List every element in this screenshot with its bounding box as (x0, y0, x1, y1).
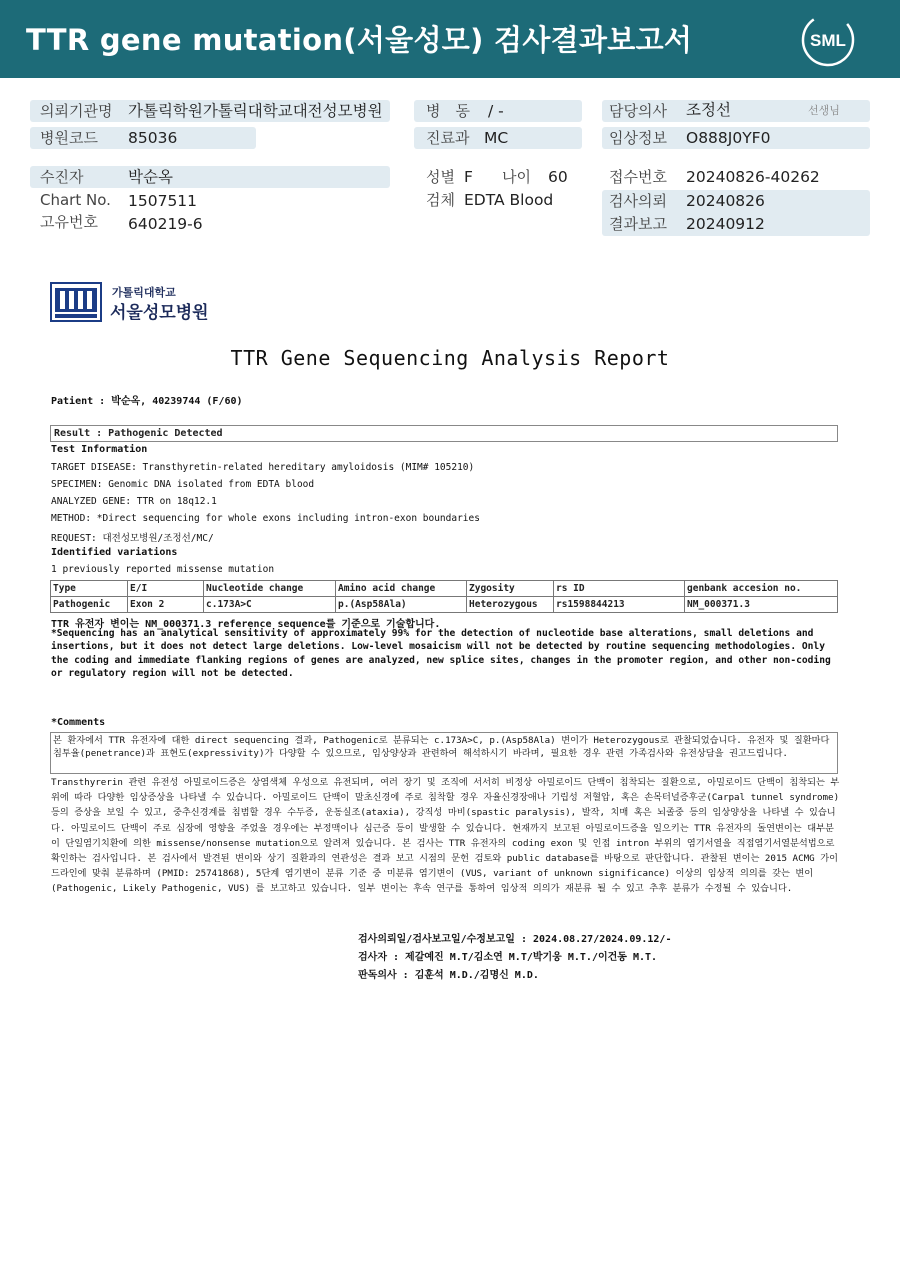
ward-value: / - (488, 102, 504, 120)
dept-value: MC (484, 129, 509, 147)
test-info-heading: Test Information (51, 444, 148, 455)
request-value: 20240826 (686, 192, 765, 210)
result-date-label: 결과보고 (609, 215, 667, 233)
table-cell: rs1598844213 (554, 597, 685, 613)
sensitivity-note: *Sequencing has an analytical sensitivity of approximately 99% for the detection of nucleotide base alterations, small deletions and insertions, but it does not detect large deletions. Low-level mosaicism will not be detected by routine sequencing methodologies. Only the coding and immediate flanking regions of genes are analyzed, new splice sites, changes in the promoter region, and other non-coding or regulatory region will not be detected. (51, 628, 831, 679)
comment-box: 본 환자에서 TTR 유전자에 대한 direct sequencing 결과, Pathogenic로 분류되는 c.173A>C, p.(Asp58Ala) 변이가 Heterozygous로 관찰되었습니다. 유전자 및 질환마다 침투율(penetrance)과 표현도(expressivity)가 다양할 수 있으므로, 임상양상과 관련하여 해석하시기 바라며, 필요한 경우 관련 가족검사와 유전상담을 권고드립니다. (50, 732, 838, 774)
institution-value: 가톨릭학원가톨릭대학교대전성모병원 (128, 102, 383, 120)
hospital-emblem-icon (50, 282, 102, 322)
ward-label: 병 동 (426, 102, 470, 120)
chart-value: 1507511 (128, 192, 198, 210)
identified-heading: Identified variations (51, 547, 178, 558)
table-cell: NM_000371.3 (685, 597, 838, 613)
table-header-row (51, 581, 838, 597)
doctor-suffix: 선생님 (808, 104, 840, 117)
patient-value: 박순옥 (128, 168, 173, 186)
dates-line: 검사의뢰일/검사보고일/수정보고일 : 2024.08.27/2024.09.12/- (358, 934, 672, 945)
clinical-value: O888J0YF0 (686, 129, 771, 147)
table-cell: p.(Asp58Ala) (336, 597, 467, 613)
target-disease: TARGET DISEASE: Transthyretin-related hereditary amyloidosis (MIM# 105210) (51, 462, 475, 473)
table-header-cell: E/I (128, 581, 204, 597)
reader-line: 판독의사 : 김훈석 M.D./김명신 M.D. (358, 970, 539, 981)
examiner-line: 검사자 : 제갈예진 M.T/김소연 M.T/박기웅 M.T./이건동 M.T. (358, 952, 658, 963)
table-header-cell: rs ID (554, 581, 685, 597)
result-box: Result : Pathogenic Detected (50, 425, 838, 442)
body-paragraph: Transthyrerin 관련 유전성 아밀로이드증은 상염색체 우성으로 유전되며, 여러 장기 및 조직에 서서히 비정상 아밀로이드 단백이 침착되는 질환으로, 아밀로이드 단백이 침착되는 부위에 따라 다양한 임상증상을 나타낼 수 있습니다. 아밀로이드 단백이 말초신경에 주로 침착할 경우 자율신경장애나 기립성 저혈압, 혹은 손목터널증후군(Carpal tunnel syndrome) 등의 증상을 보일 수 있고, 중추신경계를 침범할 경우 수두증, 운동실조(ataxia), 강직성 마비(spastic paralysis), 발작, 치매 혹은 뇌졸중 등의 임상양상을 나타낼 수 있습니다. 아밀로이드 단백이 주로 심장에 영향을 주었을 경우에는 부정맥이나 심근증 등이 발생할 수 있습니다. 현재까지 보고된 아밀로이드증을 일으키는 TTR 유전자의 돌연변이는 대부분이 단일염기치환에 의한 missense/nonsense mutation으로 알려져 있습니다. 본 검사는 TTR 유전자의 coding exon 및 인접 intron 부위의 염기서열을 직접염기서열분석법으로 확인하는 검사입니다. 본 검사에서 발견된 변이와 상기 질환과의 연관성은 결과 보고 시점의 문헌 검토와 public database를 바탕으로 판단합니다. 관찰된 변이는 2015 ACMG 가이드라인에 맞춰 분류하며 (PMID: 25741868), 5단계 염기변이 분류 기준 중 미분류 염기변이 (VUS, variant of unknown significance) 이상의 임상적 의의를 갖는 변이 (Pathogenic, Likely Pathogenic, VUS) 를 보고하고 있습니다. 일부 변이는 후속 연구를 통하여 임상적 의의가 재분류 될 수 있고 추후 분류가 수정될 수 있습니다. (51, 777, 840, 895)
hospital-code-value: 85036 (128, 129, 178, 147)
table-header-cell: Type (51, 581, 128, 597)
table-row (51, 597, 838, 613)
table-header-cell: Amino acid change (336, 581, 467, 597)
age-value: 60 (548, 168, 568, 186)
sex-value: F (464, 168, 473, 186)
table-cell: Exon 2 (128, 597, 204, 613)
sml-logo (800, 12, 856, 68)
result-date-value: 20240912 (686, 215, 765, 233)
header-bar (0, 0, 900, 78)
clinical-label: 임상정보 (609, 129, 667, 147)
method-line: METHOD: *Direct sequencing for whole exons including intron-exon boundaries (51, 513, 480, 524)
analyzed-gene: ANALYZED GENE: TTR on 18q12.1 (51, 496, 217, 507)
receipt-label: 접수번호 (609, 168, 667, 186)
table-cell: Heterozygous (467, 597, 554, 613)
specimen-value: EDTA Blood (464, 191, 554, 209)
report-title: TTR Gene Sequencing Analysis Report (230, 346, 670, 370)
variants-table (50, 580, 838, 613)
reference-note: TTR 유전자 변이는 NM_000371.3 reference sequence를 기준으로 기술합니다. (51, 619, 441, 630)
page-title: TTR gene mutation(서울성모) 검사결과보고서 (26, 23, 693, 57)
doctor-value: 조정선 (686, 101, 731, 119)
table-cell: Pathogenic (51, 597, 128, 613)
specimen-line: SPECIMEN: Genomic DNA isolated from EDTA blood (51, 479, 315, 490)
table-header-cell: Nucleotide change (204, 581, 336, 597)
table-header-cell: Zygosity (467, 581, 554, 597)
chart-label: Chart No. (40, 191, 111, 209)
identified-count: 1 previously reported missense mutation (51, 564, 275, 575)
sml-logo-text: SML (810, 31, 846, 50)
patient-row (30, 166, 390, 188)
specimen-label: 검체 (426, 191, 455, 209)
patient-label: 수진자 (40, 168, 84, 186)
id-label: 고유번호 (40, 213, 98, 231)
table-header-cell: genbank accesion no. (685, 581, 838, 597)
table-cell: c.173A>C (204, 597, 336, 613)
institution-label: 의뢰기관명 (40, 102, 113, 120)
request-line: REQUEST: 대전성모병원/조정선/MC/ (51, 533, 214, 544)
hospital-code-label: 병원코드 (40, 129, 98, 147)
dept-label: 진료과 (426, 129, 470, 147)
receipt-value: 20240826-40262 (686, 168, 820, 186)
comments-heading: *Comments (51, 717, 106, 728)
patient-line: Patient : 박순옥, 40239744 (F/60) (51, 396, 243, 407)
doctor-label: 담당의사 (609, 102, 667, 120)
sex-label: 성별 (426, 168, 455, 186)
age-label: 나이 (502, 168, 531, 186)
request-label: 검사의뢰 (609, 192, 667, 210)
id-value: 640219-6 (128, 215, 203, 233)
hospital-name: 서울성모병원 (110, 303, 209, 323)
hospital-university-name: 가톨릭대학교 (112, 286, 176, 299)
